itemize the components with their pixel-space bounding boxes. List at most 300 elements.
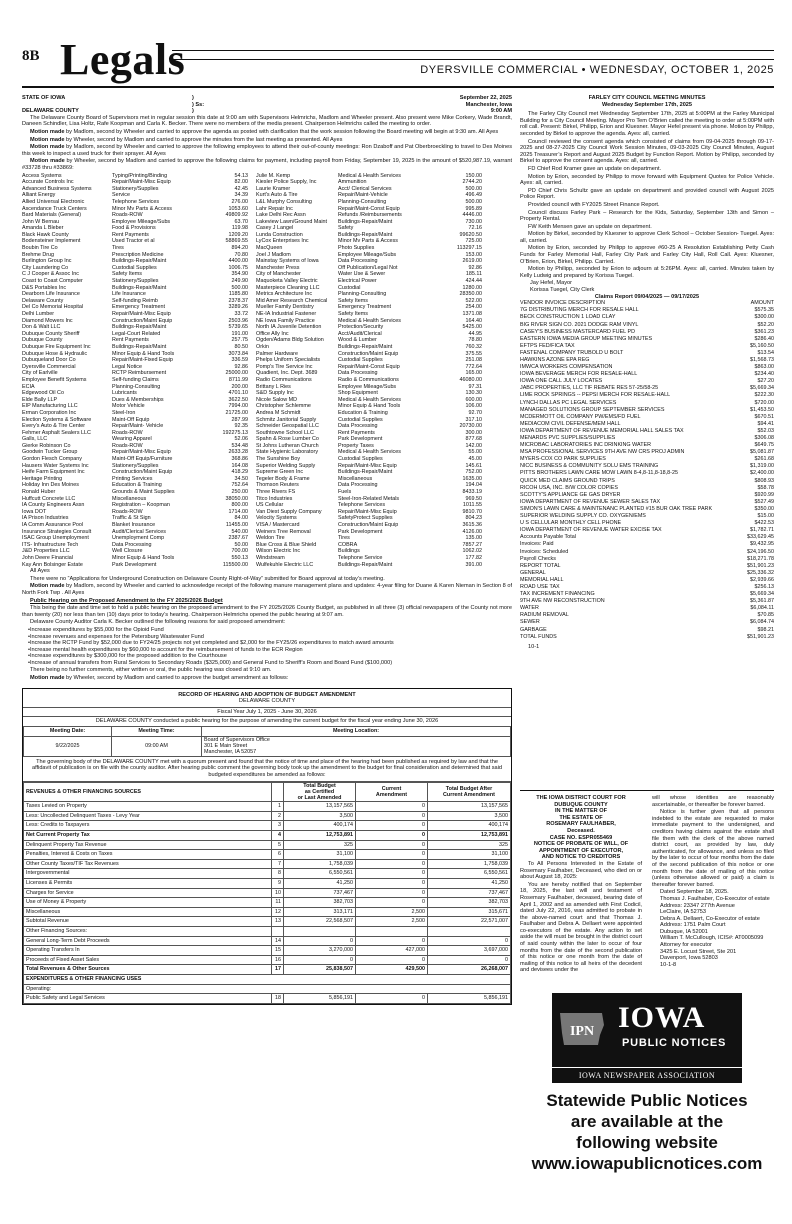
- vendor-row: [22, 304, 512, 311]
- claim-amount: $5,361.87: [750, 598, 774, 605]
- vendor-cell: Grounds & Maint Supplies: [112, 489, 175, 496]
- vendor-cell: 249.90: [231, 278, 248, 285]
- page-header: [22, 36, 774, 84]
- ipn-website-link[interactable]: www.iowapublicnotices.com: [531, 1154, 763, 1173]
- vendor-cell: Well Closure: [112, 548, 143, 555]
- vendor-cell: 34.50: [234, 475, 248, 482]
- vendor-cell: 145.61: [465, 462, 482, 469]
- vendor-cell: 9810.70: [462, 508, 482, 515]
- budget-cell: 4: [272, 831, 284, 841]
- budget-cell: 0: [356, 859, 428, 869]
- claim-amount: $1,782.71: [750, 527, 774, 534]
- budget-cell: 22,571,007: [428, 917, 511, 927]
- budget-cell: 0: [428, 936, 511, 946]
- claim-amount: $920.99: [754, 491, 774, 498]
- vendor-cell: Printing Services: [112, 475, 153, 482]
- vendor-cell: Black Hawk County: [22, 231, 69, 238]
- vendor-cell: Burlington Group Inc: [22, 258, 72, 265]
- vendor-cell: Water Use & Sewer: [338, 271, 386, 278]
- claim-amount: $5,081.87: [750, 449, 774, 456]
- farley-paragraphs: [520, 111, 774, 279]
- vendor-cell: Bard Materials (General): [22, 212, 82, 219]
- delaware-county-minutes: [22, 95, 512, 1005]
- vendor-cell: 106.00: [465, 403, 482, 410]
- vendor-cell: 55.00: [468, 449, 482, 456]
- claim-vendor: TAX INCREMENT FINANCING: [520, 591, 595, 598]
- vendor-cell: 45.00: [468, 456, 482, 463]
- claim-amount: $527.49: [754, 498, 774, 505]
- claim-vendor: IOWA BEVERAGE MERCH FOR RESALE-HALL: [520, 371, 638, 378]
- vendor-cell: 97.31: [468, 383, 482, 390]
- motion-4: Motion made by Wheeler, second by Madlom and carried to approve the following claims for payment, including payroll from Friday, September 19, 2025 in the amount of $520,987.19, warrant #33728 thru #33869:: [22, 158, 512, 171]
- vendor-cell: Self-funding Reimb: [112, 297, 158, 304]
- vendor-cell: State Hygienic Laboratory: [256, 449, 319, 456]
- vendor-cell: 500.00: [465, 198, 482, 205]
- svg-text:IPN: IPN: [569, 1024, 595, 1039]
- farley-date: Wednesday September 17th, 2025: [601, 101, 693, 108]
- vendor-cell: Blue Cross & Blue Shield: [256, 541, 317, 548]
- vendor-cell: 500.00: [465, 185, 482, 192]
- vendor-cell: 185.11: [465, 271, 482, 278]
- vendor-cell: Casey J Langel: [256, 225, 294, 232]
- claim-amount: $222.30: [754, 392, 774, 399]
- vendor-cell: 7857.27: [462, 541, 482, 548]
- vendor-cell: Superior Welding Supply: [256, 462, 316, 469]
- vendor-cell: Weldon Tire: [256, 535, 285, 542]
- vendor-cell: Mid Amer Research Chemical: [256, 297, 328, 304]
- vendor-row: [22, 390, 512, 397]
- vendor-cell: Photo Supplies: [338, 245, 375, 252]
- vendor-cell: Access Systems: [22, 172, 62, 179]
- vendor-cell: 20730.00: [459, 423, 482, 430]
- vendor-cell: S&D Supply Inc: [256, 390, 294, 397]
- claim-vendor: LYNCH DALLAS PC LEGAL SERVICES: [520, 399, 617, 406]
- vendor-cell: 4126.00: [462, 528, 482, 535]
- vendor-cell: Phelps Uniform Specialists: [256, 357, 321, 364]
- vendor-cell: D&S Portables Inc: [22, 284, 67, 291]
- vendor-row: [22, 384, 512, 391]
- vendor-row: [22, 542, 512, 549]
- amendment-reason: • Increase of annual transfers from Rural Services to Secondary Roads ($325,000) and General Fund to Sheriff’s Room and Board Fund ($100,000): [28, 660, 512, 667]
- vendor-cell: Lake Delhi Rec Assn: [256, 212, 306, 219]
- vendor-row: [22, 535, 512, 542]
- vendor-row: [22, 186, 512, 193]
- vendor-cell: Tires: [338, 535, 350, 542]
- vendor-cell: SafetyProtect Supplies: [338, 515, 393, 522]
- vendor-cell: IA Comm Assurance Pool: [22, 522, 84, 528]
- vendor-cell: 2619.00: [462, 258, 482, 265]
- vendor-cell: Manchester Press: [256, 264, 300, 271]
- budget-cell: Intergovernmental: [24, 869, 272, 879]
- vendor-cell: Dubuque Fire Equipment Inc: [22, 343, 91, 350]
- claim-row: [520, 442, 774, 449]
- claim-amount: $808.93: [754, 477, 774, 484]
- budget-cell: 0: [356, 850, 428, 860]
- vendor-cell: 4400.00: [228, 258, 248, 265]
- claim-amount: $6,084.74: [750, 619, 774, 626]
- vendor-cell: Refunds /Reimbursements: [338, 212, 402, 219]
- budget-row: [24, 974, 511, 984]
- farley-paragraph: Motion by Philipp, seconded by Erion to adjourn at 5:26PM. Ayes: all, carried. Minutes taken by Kelly Ludwig and prepared by Korissa Tuegel.: [520, 266, 774, 279]
- vendor-row: [22, 502, 512, 509]
- vendor-cell: Laurie Kramer: [256, 185, 291, 192]
- vendor-cell: 336.59: [231, 357, 248, 364]
- claim-vendor: Invoices: Paid: [520, 541, 554, 548]
- budget-cell: 0: [356, 811, 428, 821]
- vendor-cell: EIP Manufacturing LLC: [22, 403, 78, 410]
- vendor-cell: Emergency Treatment: [112, 304, 166, 311]
- claim-vendor: MICROBAC LABORATORIES INC DRINKING WATER: [520, 442, 651, 449]
- budget-cell: 8: [272, 869, 284, 879]
- amendment-reason: • Increase mental health expenditures by $60,000 to account for the reimbursement of funds to the ECR Region: [28, 647, 512, 654]
- vendor-cell: 496.49: [465, 192, 482, 199]
- claim-vendor: SUPERIOR WELDING SUPPLY CO. OXYGEN/EMS: [520, 513, 646, 520]
- vendor-cell: 1371.08: [462, 311, 482, 317]
- vendor-row: [22, 206, 512, 213]
- vendor-cell: 969.50: [465, 495, 482, 502]
- claim-amount: $9,432.95: [750, 541, 774, 548]
- vendor-cell: Life Insurance: [112, 291, 146, 298]
- claim-vendor: 9TH AVE NW RECONSTRUCTION: [520, 598, 605, 605]
- budget-cell: 0: [356, 840, 428, 850]
- vendor-cell: 3615.36: [462, 522, 482, 528]
- budget-cell: 0: [356, 955, 428, 965]
- claim-amount: $5,669.34: [750, 591, 774, 598]
- vendor-cell: 251.08: [465, 357, 482, 364]
- claim-vendor: WATER: [520, 605, 539, 612]
- vendor-cell: 2633.28: [228, 449, 248, 456]
- dateline-table: STATE OF IOWA ) September 22, 2025 ) Ss: Manchester, Iowa DELAWARE COUNTY ) 9:00 AM: [22, 95, 512, 115]
- vendor-cell: Tegeler Body & Frame: [256, 475, 310, 482]
- vendor-cell: Maint-Off Equip/Furniture: [112, 456, 173, 463]
- vendor-cell: Rent Payments: [112, 337, 149, 344]
- vendor-row: [22, 357, 512, 364]
- claim-row: [520, 322, 774, 329]
- vendor-cell: 8711.99: [228, 376, 248, 383]
- vendor-cell: Construction/Maint Equip: [338, 522, 399, 528]
- claim-amount: $70.85: [757, 612, 774, 619]
- vendor-cell: Pomp's Tire Service Inc: [256, 363, 313, 370]
- vendor-cell: Hausers Water Systems Inc: [22, 462, 89, 469]
- vendor-cell: 1006.75: [228, 264, 248, 271]
- vendor-cell: Lunda Construction: [256, 231, 303, 238]
- vendor-cell: 58869.55: [225, 238, 248, 245]
- vendor-row: [22, 548, 512, 555]
- vendor-cell: Rent Payments: [338, 429, 375, 436]
- budget-cell: 0: [356, 831, 428, 841]
- vendor-cell: John W Bernau: [22, 218, 60, 225]
- claim-vendor: PITTS BROTHERS LAWN CARE MOW LAWN 8-4,8-11,8-18,8-25: [520, 470, 678, 477]
- vendor-cell: Southtowne School LLC: [256, 429, 314, 436]
- claim-row: [520, 435, 774, 442]
- motion-5: Motion made by Madlom, second by Wheeler and carried to acknowledge receipt of the following manure management plans and updates: 4-year filing for Duane & Karen Nieman in Section 8 of North Fork Twp . All Ayes: [22, 583, 512, 596]
- claim-vendor: SEWER: [520, 619, 540, 626]
- vendor-cell: Minor Equip & Hand Tools: [112, 554, 175, 561]
- vendor-cell: Dubuqueland Door Co: [22, 357, 76, 364]
- budget-cell: 0: [356, 936, 428, 946]
- vendor-cell: 70.80: [234, 251, 248, 258]
- vendor-cell: Minor Equip & Hand Tools: [112, 350, 175, 357]
- vendor-cell: Dubuque County: [22, 337, 63, 344]
- claim-row: [520, 414, 774, 421]
- vendor-row: [22, 278, 512, 285]
- vendor-row: [22, 436, 512, 443]
- vendor-cell: 78.80: [468, 337, 482, 344]
- claim-vendor: RADIUM REMOVAL: [520, 612, 569, 619]
- statewide-notice-ad: Statewide Public Notices are available at the following website www.iowapublicnotices.com: [520, 1090, 774, 1174]
- farley-paragraph: Motion by Birkel, seconded by Kluesner to approve Clerk School – October Session- Tuegel. Ayes: all, carried.: [520, 231, 774, 244]
- vendor-cell: Buildings-Repair/Maint: [338, 343, 393, 350]
- claim-amount: $51,901.23: [747, 562, 774, 569]
- claim-vendor: IOWA ONE CALL JULY LOCATES: [520, 378, 603, 385]
- vendor-claims-table: [22, 173, 512, 569]
- vendor-cell: Heritage Printing: [22, 475, 63, 482]
- vendor-cell: 164.40: [465, 317, 482, 324]
- claim-amount: $52.03: [757, 427, 774, 434]
- vendor-cell: Coast to Coast Computer: [22, 278, 83, 285]
- vendor-cell: Julie M. Kemp: [256, 172, 291, 179]
- vendor-cell: Education & Training: [338, 409, 388, 416]
- budget-cell: 5,856,191: [284, 994, 356, 1004]
- claim-vendor: Accounts Payable Total: [520, 534, 576, 541]
- vendor-cell: Repair/Maint-Fixed Equip: [112, 357, 173, 364]
- budget-cell: 41,250: [284, 878, 356, 888]
- vendor-cell: Blanket Insurance: [112, 522, 156, 528]
- budget-row: [24, 965, 511, 975]
- vendor-cell: John Deere Financial: [22, 554, 73, 561]
- budget-cell: 400,174: [284, 821, 356, 831]
- vendor-cell: 877.68: [465, 436, 482, 443]
- vendor-cell: Minor Mv Parts & Access: [338, 238, 398, 245]
- vendor-row: [22, 258, 512, 265]
- vendor-cell: Repair/Maint- Vehicle: [112, 423, 164, 430]
- vendor-cell: Minor Mv Parts & Access: [112, 205, 172, 212]
- vendor-cell: NE-IA Industrial Fastener: [256, 311, 317, 317]
- claim-row: [520, 520, 774, 527]
- vendor-cell: Safety Items: [112, 271, 142, 278]
- vendor-cell: Safety: [338, 225, 354, 232]
- vendor-cell: 49809.92: [225, 212, 248, 219]
- motion-3: Motion made by Madlom, second by Wheeler and carried to approve the following employees to attend their out-of-county meetings: Ron Dzaboff and Pat Oberbroeckling to travel to Des Moines this week to inspect a used truck for their sprayer. All Ayes: [22, 144, 512, 157]
- vendor-cell: The Sunshine Boy: [256, 456, 301, 463]
- claim-amount: $670.51: [754, 413, 774, 420]
- vendor-cell: 4446.00: [462, 212, 482, 219]
- budget-cell: 427,000: [356, 946, 428, 956]
- claim-vendor: LIME ROCK SPRINGS -- PEPSI MERCH FOR RESALE-HALL: [520, 392, 671, 399]
- vendor-cell: Kiesler Police Supply, Inc: [256, 179, 317, 186]
- vendor-cell: 804.23: [465, 515, 482, 522]
- vendor-cell: 300.00: [465, 429, 482, 436]
- vendor-cell: 164.08: [231, 462, 248, 469]
- vendor-cell: 33.72: [234, 311, 248, 317]
- vendor-cell: 760.32: [465, 343, 482, 350]
- vendor-cell: Park Development: [112, 561, 157, 568]
- vendor-cell: 752.64: [231, 482, 248, 489]
- claim-row: [520, 513, 774, 520]
- vendor-cell: 92.35: [234, 423, 248, 430]
- budget-cell: 0: [356, 802, 428, 812]
- farley-paragraph: FW Keith Mensen gave an update on department.: [528, 223, 652, 230]
- claim-vendor: U S CELLULAR MONTHLY CELL PHONE: [520, 520, 622, 527]
- vendor-cell: Self-funding Claims: [112, 376, 159, 383]
- claim-row: [520, 627, 774, 634]
- vendor-cell: Gierke Robinson Co: [22, 442, 71, 449]
- claim-row: [520, 591, 774, 598]
- vendor-cell: Maquoketa Valley Electric: [256, 278, 318, 285]
- budget-cell: 5: [272, 840, 284, 850]
- vendor-cell: 391.00: [465, 561, 482, 568]
- vendor-cell: Education & Training: [112, 482, 162, 489]
- vendor-cell: Heife Farm Equipment Inc: [22, 469, 85, 476]
- budget-cell: 2,500: [356, 907, 428, 917]
- claim-row: [520, 392, 774, 399]
- budget-cell: [428, 926, 511, 936]
- vendor-cell: 2503.96: [228, 317, 248, 324]
- budget-cell: Taxes Levied on Property: [24, 802, 272, 812]
- budget-cell: 0: [284, 936, 356, 946]
- vendor-cell: 25000.00: [225, 370, 248, 377]
- vendor-cell: 130.30: [465, 390, 482, 397]
- budget-cell: 5,856,191: [428, 994, 511, 1004]
- vendor-cell: Nicole Salow MD: [256, 396, 298, 403]
- vendor-cell: Shop Equipment: [338, 390, 378, 397]
- row-paragraph: There were no “Applications for Underground Construction on Delaware County Right-of-Way” submitted for Board approval at today’s meeting.: [30, 575, 385, 582]
- budget-amendment-record: RECORD OF HEARING AND ADOPTION OF BUDGET AMENDMENT DELAWARE COUNTY Fiscal Year July 1, 2025 - June 30, 2026 DELAWARE COUNTY conducted a public hearing for the purpose of amending the current budget for the fiscal year ending June 30, 2026 Meeting Date: Meeting Time: Meeting Location: 9/22/2025 09:00 AM Board of Supervisors Office 301 E Main Street Manchester, IA 52057 The governing body of the DELAWARE COUNTY met with a quorum present and found that the notice of time and place of the hearing had been published as required by law and that the affidavit of publication is on file with the county auditor. After hearing public comment the governing body took up the amendment to the budget for final consideration and determined that said budgeted expenditures be amended as follows: REVENUES & OTHER FINANCING SOURCES Total Budget as Certified or Last Amended Current Amendment Total Budget After Current Amendment Taxes Levied on Property 1 13,157,565 0 13,157,565 Less: Uncollected Delinquent Taxes - Levy Year 2 3,500 0 3,500 Less: Credits to Taxpayers 3 400,174 0 400,174 Net Current Property Tax 4 12,753,891 0 12,753,891 Delinquent Property Tax Revenue 5 325 0 325 Penalties, Interest & Costs on Taxes 6 31,100 0 31,100 Other County Taxes/TIF Tax Revenues 7 1,758,039 0 1,758,039 Intergovernmental 8 6,550,561 0 6,550,561 Licenses & Permits 9 41,250 0 41,250 Charges for Service 10 737,467 0 737,467 Use of Money & Property 11 382,703 0 382,703 Miscellaneous 12 313,171 2,500 315,671 Subtotal Revenue 13 22,568,507 2,500 22,571,007 Other Financing Sources: General Long-Term Debt Proceeds 14 0 0 0 Operating Transfers In 15 3,270,000 427,000 3,697,000 Proceeds of Fixed Asset Sales 16 0 0 0 Total Revenues & Other Sources 17 25,838,507 429,500 26,268,007 EXPENDITURES & OTHER FINANCING USES Operating: Public Safety and Legal Services 18 5,856,191 0 5,856,191: [22, 688, 512, 1005]
- vendor-row: [22, 364, 512, 371]
- vendor-cell: Boubin Tire Co: [22, 245, 58, 252]
- claim-vendor: IMWCA WORKERS COMPENSATION: [520, 364, 613, 371]
- claim-vendor: CASEY'S BUSINESS MASTERCARD FUEL PD: [520, 328, 635, 335]
- farley-council-minutes: [520, 95, 774, 650]
- claim-row: [520, 534, 774, 541]
- claim-vendor: NICC BUSINESS & COMMUNITY SOLU EMS TRAINING: [520, 463, 659, 470]
- budget-row: [24, 907, 511, 917]
- vendor-cell: Repair/Maint-Misc Equip: [338, 508, 397, 515]
- vendor-cell: US Cellular: [256, 502, 284, 509]
- vendor-cell: 44.95: [468, 330, 482, 337]
- vendor-cell: 1280.00: [462, 284, 482, 291]
- budget-row: [24, 859, 511, 869]
- budget-cell: 2: [272, 811, 284, 821]
- claim-row: [520, 478, 774, 485]
- ipn-subtitle: PUBLIC NOTICES: [622, 1037, 727, 1049]
- vendor-cell: 200.00: [231, 383, 248, 390]
- claim-vendor: FASTENAL COMPANY TRUBOLD U BOLT: [520, 349, 624, 356]
- vendor-cell: Employee Mileage/Subs: [338, 251, 397, 258]
- vendor-row: [22, 555, 512, 562]
- vendor-cell: Lubricants: [112, 390, 137, 397]
- hearing-paragraph-3: There being no further comments, either written or oral, the public hearing was closed at 9:10 am.: [30, 667, 272, 674]
- vendor-cell: 52.06: [234, 436, 248, 443]
- budget-cell: 13,157,565: [284, 802, 356, 812]
- budget-cell: 14: [272, 936, 284, 946]
- budget-row: [24, 926, 511, 936]
- vendor-cell: Repair/Maint-Const Equip: [338, 363, 400, 370]
- vendor-cell: Acct/Audit/Clerical: [338, 330, 382, 337]
- vendor-cell: Dues & Memberships: [112, 396, 164, 403]
- vendor-cell: Gordon Flesch Company: [22, 456, 82, 463]
- clerk-signature: Korissa Tuegel, City Clerk: [530, 287, 595, 294]
- vendor-row: [22, 344, 512, 351]
- claim-amount: $94.41: [757, 420, 774, 427]
- vendor-cell: Traffic & St Sign: [112, 515, 151, 522]
- claim-row: [520, 634, 774, 641]
- budget-cell: Other Financing Sources:: [24, 926, 272, 936]
- vendor-cell: 534.48: [231, 442, 248, 449]
- claim-row: [520, 463, 774, 470]
- ipn-title: IOWA: [618, 1001, 706, 1034]
- vendor-cell: Construction/Maint Equip: [338, 350, 399, 357]
- vendor-cell: ITS- Infrastructure Tech: [22, 541, 79, 548]
- vendor-cell: Data Processing: [338, 423, 378, 430]
- claim-row: [520, 570, 774, 577]
- budget-cell: 25,838,507: [284, 965, 356, 975]
- budget-row: [24, 936, 511, 946]
- budget-cell: 17: [272, 965, 284, 975]
- claim-amount: $261.68: [754, 456, 774, 463]
- vendor-cell: Wilson Electric Inc: [256, 548, 301, 555]
- budget-cell: EXPENDITURES & OTHER FINANCING USES: [24, 974, 511, 984]
- vendor-cell: Stationery/Supplies: [112, 278, 159, 285]
- claim-vendor: MYERS-COX CO PARK SUPPLIES: [520, 456, 606, 463]
- vendor-cell: Planning-Consulting: [338, 198, 387, 205]
- budget-row: [24, 946, 511, 956]
- budget-cell: Public Safety and Legal Services: [24, 994, 272, 1004]
- claim-vendor: EASTERN IOWA MEDIA GROUP MEETING MINUTES: [520, 335, 653, 342]
- budget-cell: 12: [272, 907, 284, 917]
- vendor-cell: Medical & Health Services: [338, 449, 401, 456]
- vendor-cell: 254.00: [465, 304, 482, 311]
- budget-cell: Operating Transfers In: [24, 946, 272, 956]
- vendor-cell: Erman Corporation Inc: [22, 409, 77, 416]
- vendor-cell: Legal Notice: [112, 363, 142, 370]
- vendor-row: [22, 469, 512, 476]
- vendor-row: [22, 298, 512, 305]
- vendor-row: [22, 370, 512, 377]
- claim-row: [520, 556, 774, 563]
- vendor-cell: Galls, LLC: [22, 436, 48, 443]
- vendor-cell: Lakeview Lawn/Ground Maint: [256, 218, 328, 225]
- claim-row: [520, 549, 774, 556]
- vendor-cell: 92.70: [468, 409, 482, 416]
- motion-2: Motion made by Wheeler, second by Madlom and carried to approve the minutes from the last meeting as presented. All Ayes: [30, 136, 343, 143]
- budget-cell: 12,753,891: [428, 831, 511, 841]
- vendor-cell: Medical & Health Services: [338, 396, 401, 403]
- vendor-cell: Stationery/Supplies: [112, 462, 159, 469]
- vendor-cell: Wulfekuhle Electric LLC: [256, 561, 314, 568]
- vendor-cell: Schmitz Janitorial Supply: [256, 416, 317, 423]
- vendor-cell: Fehmer Asphalt Sealers LLC: [22, 429, 91, 436]
- claim-amount: $18,271.78: [747, 555, 774, 562]
- vendor-cell: LyCox Enterprises Inc: [256, 238, 309, 245]
- claim-vendor: IOWA DEPARTMENT OF REVENUE MEMORIAL HALL SALES TAX: [520, 427, 684, 434]
- vendor-cell: 119.98: [231, 225, 248, 232]
- vendor-cell: Del Co Memorial Hospital: [22, 304, 84, 311]
- vendor-cell: Repair/Maint-Misc Equip: [338, 462, 397, 469]
- vendor-cell: Custodial Supplies: [338, 357, 383, 364]
- estate-notice: THE IOWA DISTRICT COURT FOR DUBUQUE COUNTY IN THE MATTER OF THE ESTATE OF ROSEMARY FAULHABER, Deceased. CASE NO. ESPR055469 NOTICE OF PROBATE OF WILL, OF APPOINTMENT OF EXECUTOR, AND NOTICE TO CREDITORS To All Persons Interested in the Estate of Rosemary Faulhaber, Deceased, who died on or about August 18, 2025: You are hereby notified that on September 18, 2025, the last will and testament of Rosemary Faulhaber, deceased, bearing date of April 1, 2002 and as amended with First Codicil, dated July 22, 2016, was admitted to probate in the above-named court and that Thomas J. Faulhaber and Debra A. Dellaert were appointed co-executors of the estate. Any action to set aside the will must be brought in the district court of said county within the later to occur of four months from the date of the second publication of this notice or one month from the date of mailing of this notice to all heirs of the decedent and devisees under the will whose identities are reasonably ascertainable, or thereafter be forever barred. Notice is further given that all persons indebted to the estate are requested to make immediate payment to the undersigned, and creditors having claims against the estate shall file them with the clerk of the above named district court, as provided by law, duly authenticated, for allowance, and unless so filed by the later to occur of four months from the date of the second publication of this notice or one month from the date of mailing of this notice (unless otherwise allowed or paid) a claim is thereafter forever barred. Dated September 18, 2025. Thomas J. Faulhaber, Co-Executor of estate Address: 23347 277th Avenue LeClaire, IA 52753 Debra A. Dellaert, Co-Executor of estate Address: 1751 Palm Court Dubuque, IA 52001 William T. McCullough, ICIS#: AT0005099 Attorney for executor 3425 E. Locust Street, Ste 201 Davenport, Iowa 52803 10-1-8: [520, 790, 774, 970]
- budget-cell: 325: [428, 840, 511, 850]
- vendor-cell: 177.82: [465, 554, 482, 561]
- vendor-cell: Radio & Communications: [338, 376, 399, 383]
- vendor-row: [22, 529, 512, 536]
- vendor-cell: Supreme Green Inc: [256, 469, 304, 476]
- vendor-cell: 192275.13: [222, 429, 248, 436]
- budget-cell: Other County Taxes/TIF Tax Revenues: [24, 859, 272, 869]
- budget-cell: 6,550,561: [284, 869, 356, 879]
- vendor-cell: Velocity Systems: [256, 515, 297, 522]
- amendment-reason: • Increase the RCTP Fund by $52,000 due to FY24/25 projects not yet completed and $2,000 for the FY25/26 expenditures to match award amounts: [28, 640, 512, 647]
